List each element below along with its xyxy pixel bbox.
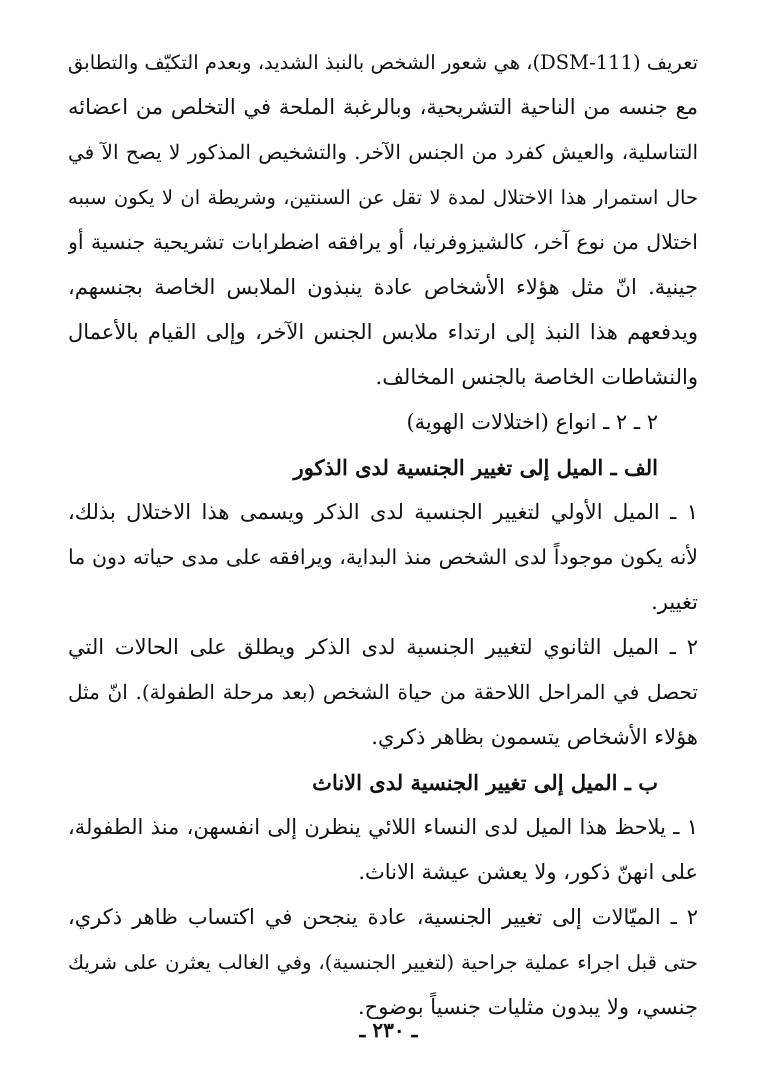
text-line: هؤلاء الأشخاص يتسمون بظاهر ذكري. <box>371 725 698 749</box>
text-line: جنسي، ولا يبدون مثليات جنسياً بوضوح. <box>357 995 698 1019</box>
page-number: ـ ٢٣٠ ـ <box>359 1018 418 1042</box>
text-line: لأنه يكون موجوداً لدى الشخص منذ البداية، ويرافقه على مدى حياته دون ما <box>68 545 698 569</box>
text-line: حتى قبل اجراء عملية جراحية (لتغيير الجنسية)، وفي الغالب يعثرن على شريك <box>68 951 698 974</box>
text-line: مع جنسه من الناحية التشريحية، وبالرغبة الملحة في التخلص من اعضائه <box>68 95 698 119</box>
section-heading: ٢ ـ ٢ ـ انواع (اختلالات الهوية) <box>406 410 658 434</box>
text-line: جينية. انّ مثل هؤلاء الأشخاص عادة ينبذون الملابس الخاصة بجنسهم، <box>68 275 698 299</box>
text-line: تغيير. <box>651 590 698 614</box>
subsection-heading: الف ـ الميل إلى تغيير الجنسية لدى الذكور <box>293 455 658 480</box>
text-line: التناسلية، والعيش كفرد من الجنس الآخر. والتشخيص المذكور لا يصح الآ في <box>68 140 698 164</box>
text-line: على انهنّ ذكور، ولا يعشن عيشة الاناث. <box>358 860 698 884</box>
subsection-heading: ب ـ الميل إلى تغيير الجنسية لدى الاناث <box>312 770 658 795</box>
text-line: تحصل في المراحل اللاحقة من حياة الشخص (بعد مرحلة الطفولة). انّ مثل <box>68 680 698 704</box>
text-line: ٢ ـ الميّالات إلى تغيير الجنسية، عادة ينجحن في اكتساب ظاهر ذكري، <box>68 905 698 929</box>
text-line: ١ ـ يلاحظ هذا الميل لدى النساء اللائي ينظرن إلى انفسهن، منذ الطفولة، <box>68 815 698 839</box>
text-line: حال استمرار هذا الاختلال لمدة لا تقل عن السنتين، وشريطة ان لا يكون سببه <box>68 186 698 209</box>
text-line: ١ ـ الميل الأولي لتغيير الجنسية لدى الذكر ويسمى هذا الاختلال بذلك، <box>68 500 698 524</box>
document-body <box>68 40 698 1030</box>
text-line: ويدفعهم هذا النبذ إلى ارتداء ملابس الجنس الآخر، وإلى القيام بالأعمال <box>68 320 698 344</box>
text-line: ٢ ـ الميل الثانوي لتغيير الجنسية لدى الذكر ويطلق على الحالات التي <box>68 635 698 659</box>
text-line: والنشاطات الخاصة بالجنس المخالف. <box>375 365 698 389</box>
text-line: تعريف (DSM-111)، هي شعور الشخص بالنبذ الشديد، وبعدم التكيّف والتطابق <box>68 51 698 74</box>
text-line: اختلال من نوع آخر، كالشيزوفرنيا، أو يرافقه اضطرابات تشريحية جنسية أو <box>68 230 698 254</box>
